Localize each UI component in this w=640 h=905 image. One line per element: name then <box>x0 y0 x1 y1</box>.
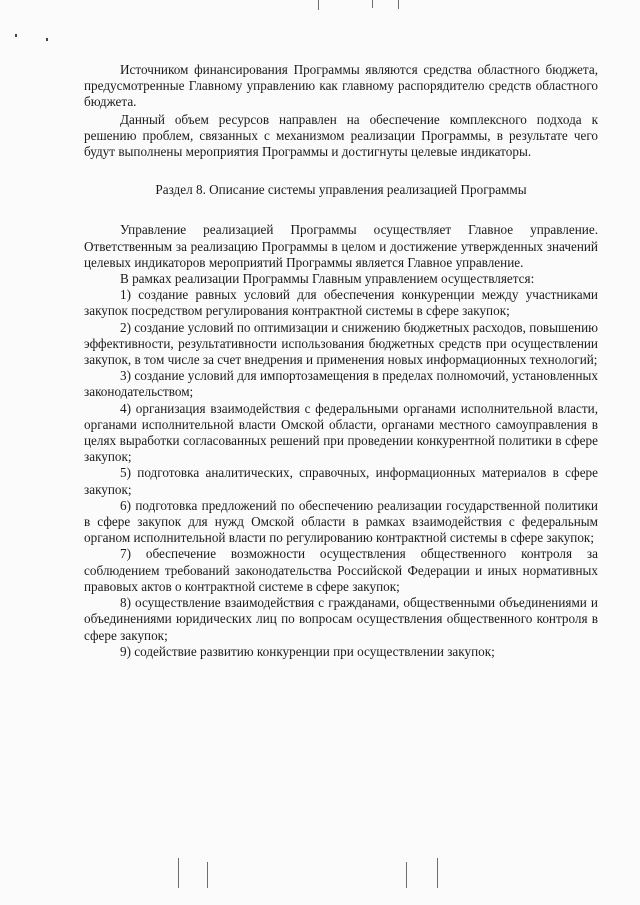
scan-mark <box>437 858 438 888</box>
scan-mark <box>15 34 17 37</box>
list-item: 7) обеспечение возможности осуществления общественного контроля за соблюдением требований законодательства Российской Федерации и иных нормативных правовых актов о контрактной системе в сфере закупок; <box>84 546 598 594</box>
paragraph-management: Управление реализацией Программы осуществляет Главное управление. Ответственным за реализацию Программы в целом и достижение утвержденных значений целевых индикаторов мероприятий Программы является Главное управление. <box>84 222 598 270</box>
scan-mark <box>46 38 48 41</box>
list-item: 1) создание равных условий для обеспечения конкуренции между участниками закупок посредством регулирования контрактной системы в сфере закупок; <box>84 287 598 319</box>
list-item: 6) подготовка предложений по обеспечению реализации государственной политики в сфере закупок для нужд Омской области в рамках взаимодействия с федеральным органом исполнительной власти по регулированию контрактной системы в сфере закупок; <box>84 497 598 546</box>
scan-mark <box>318 0 319 10</box>
scan-mark <box>178 858 179 888</box>
document-body <box>84 62 598 660</box>
list-item: 3) создание условий для импортозамещения в пределах полномочий, установленных законодательством; <box>84 368 598 400</box>
scan-mark <box>398 0 399 9</box>
list-item: 8) осуществление взаимодействия с гражданами, общественными объединениями и объединениями юридических лиц по вопросам осуществления общественного контроля в сфере закупок; <box>84 595 598 643</box>
list-item: 4) организация взаимодействия с федеральными органами исполнительной власти, органами исполнительной власти Омской области, органами местного самоуправления в целях выработки согласованных решений при проведении конкурентной политики в сфере закупок; <box>84 400 598 465</box>
scan-mark <box>207 862 208 888</box>
scan-mark <box>372 0 373 8</box>
list-item: 2) создание условий по оптимизации и снижению бюджетных расходов, повышению эффективности, результативности использования бюджетных средств при осуществлении закупок, в том числе за счет внедрения и применения новых информационных технологий; <box>84 319 598 368</box>
paragraph-financing: Источником финансирования Программы являются средства областного бюджета, предусмотренные Главному управлению как главному распорядителю средств областного бюджета. <box>84 62 598 110</box>
scan-mark <box>406 862 407 888</box>
section-title: Раздел 8. Описание системы управления реализацией Программы <box>155 182 527 198</box>
paragraph-resources: Данный объем ресурсов направлен на обеспечение комплексного подхода к решению проблем, связанных с механизмом реализации Программы, в результате чего будут выполнены мероприятия Программы и достигнуты целевые индикаторы. <box>84 111 598 160</box>
paragraph-list-intro: В рамках реализации Программы Главным управлением осуществляется: <box>120 271 535 287</box>
list-item: 5) подготовка аналитических, справочных, информационных материалов в сфере закупок; <box>84 465 598 497</box>
list-item: 9) содействие развитию конкуренции при осуществлении закупок; <box>120 643 495 659</box>
